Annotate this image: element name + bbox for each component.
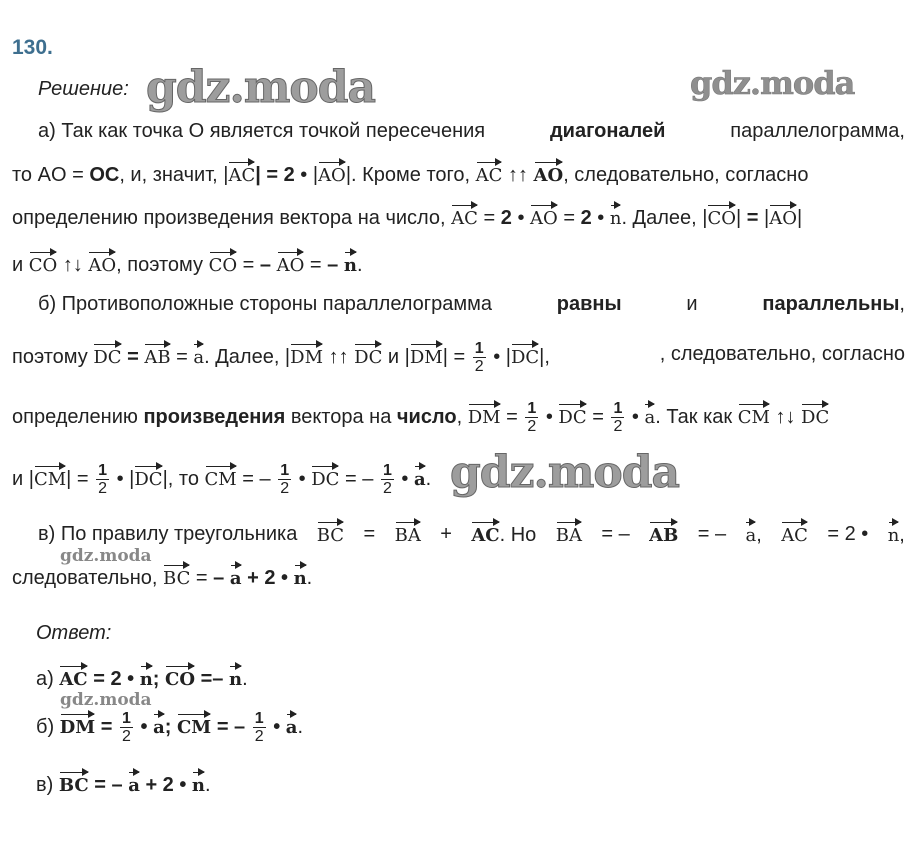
vector-BC: BC: [163, 563, 190, 589]
part-a-line-4: и CO ↑↓ AO, поэтому CO = – AO = – n.: [12, 250, 363, 279]
text-bold: =: [127, 345, 139, 368]
text: , поэтому: [116, 254, 204, 276]
vector-n: n: [192, 770, 205, 796]
text: параллелограмма,: [730, 120, 905, 142]
text: |, то: [162, 467, 199, 490]
vector-DC: DC: [558, 402, 586, 428]
fraction-half: [381, 462, 394, 497]
fraction-half: [525, 400, 538, 435]
fraction-half: [611, 400, 624, 435]
vector-n: n: [294, 563, 307, 589]
text: , и, значит, |: [119, 164, 229, 186]
vector-AC: AC: [59, 664, 87, 690]
text-bold: диагоналей: [549, 120, 666, 142]
text: и |: [12, 467, 34, 490]
vector-AB: AB: [649, 520, 678, 549]
solution-label: Решение:: [38, 78, 129, 100]
text: определению произведения вектора на число,: [12, 207, 446, 229]
answer-a: а) AC = 2 • n; CO =– n.: [36, 664, 248, 693]
vector-a: a: [286, 712, 298, 738]
part-b-line-3: определению произведения вектора на число, DM = $\frac{1}{2}$ • DC = $\frac{1}{2}$ • a. Так как CM ↑↓ DC: [12, 400, 830, 435]
text: . Далее, |: [204, 345, 291, 368]
text: и: [686, 293, 698, 315]
vector-AC: AC: [471, 520, 499, 546]
part-b-line-1: б) Противоположные стороны параллелограмма равны и параллельны,: [38, 290, 905, 318]
denominator: 2: [280, 480, 290, 497]
numerator: 1: [527, 400, 537, 417]
vector-AC: AC: [476, 160, 503, 186]
text: =: [483, 207, 496, 229]
text: . Но: [499, 524, 537, 546]
part-v-line-2: следовательно, BC = – a + 2 • n.: [12, 563, 312, 592]
vector-a: a: [193, 342, 204, 368]
answer-b: б) DM = $\frac{1}{2}$ • a; CM = – $\frac{1}{2}$ • a.: [36, 710, 304, 745]
problem-number: 130.: [12, 36, 53, 59]
part-b-line-4: и |CM| = $\frac{1}{2}$ • |DC|, то CM = – $\frac{1}{2}$ • DC = – $\frac{1}{2}$ • a.: [12, 462, 432, 497]
text: ↑↓: [62, 254, 83, 276]
numerator: 1: [122, 710, 131, 727]
denominator: 2: [254, 728, 264, 745]
vector-BC: BC: [59, 770, 89, 796]
fraction-half: [278, 462, 291, 497]
text: =: [563, 207, 576, 229]
watermark-4: gdz.moda: [60, 546, 152, 566]
vector-a: a: [745, 520, 756, 546]
text: ↑↑: [328, 345, 349, 368]
fraction-half: [120, 710, 133, 745]
vector-AO: AO: [277, 250, 305, 276]
vector-CO: CO: [29, 250, 58, 276]
vector-n: n: [888, 520, 900, 546]
vector-a: a: [230, 563, 242, 589]
answer-label: Ответ:: [36, 622, 112, 644]
text: и |: [387, 345, 410, 368]
text-bold: 2: [500, 207, 512, 229]
vector-BC: BC: [317, 520, 344, 549]
text: ↑↑: [507, 164, 528, 186]
vector-BA: BA: [395, 520, 421, 549]
vector-CO: CO: [209, 250, 238, 276]
vector-AO: AO: [769, 203, 797, 229]
vector-a: a: [644, 402, 655, 428]
vector-CO: CO: [707, 203, 736, 229]
vector-CO: CO: [165, 664, 195, 690]
text: в) По правилу треугольника: [38, 523, 298, 545]
text: |: [735, 207, 742, 229]
denominator: 2: [474, 358, 484, 375]
numerator: 1: [474, 340, 484, 357]
vector-a: a: [128, 770, 140, 796]
vector-AC: AC: [781, 520, 808, 549]
text-bold: 2: [283, 164, 295, 186]
vector-AB: AB: [144, 342, 170, 368]
vector-DM: DM: [290, 342, 323, 368]
numerator: 1: [613, 400, 623, 417]
vector-AO: AO: [318, 160, 346, 186]
fraction-half: [473, 340, 486, 375]
vector-n: n: [610, 203, 622, 229]
vector-BA: BA: [556, 520, 582, 549]
vector-n: n: [229, 664, 242, 690]
vector-n: n: [140, 664, 153, 690]
part-a-line-3: определению произведения вектора на число, AC = 2 • AO = 2 • n. Далее, |CO| = |AO|: [12, 203, 802, 232]
text: определению: [12, 405, 138, 428]
vector-CM: CM: [177, 712, 211, 738]
watermark-5: gdz.moda: [60, 690, 152, 710]
text: вектора на: [290, 405, 392, 428]
vector-DC: DC: [801, 402, 829, 428]
text-bold: –: [327, 254, 339, 276]
vector-DC: DC: [511, 342, 539, 368]
part-b-line-2: поэтому DC = AB = a. Далее, |DM ↑↑ DC и |DM| = $\frac{1}{2}$ • |DC|, , следовательно, согласно: [12, 340, 905, 375]
part-a-line-2: [12, 160, 808, 189]
watermark-3: gdz.moda: [450, 447, 680, 498]
numerator: 1: [98, 462, 108, 479]
text-bold: число: [396, 405, 457, 428]
text: , следовательно, согласно: [563, 164, 809, 186]
text: следовательно,: [12, 567, 158, 589]
text: |. Кроме того,: [345, 164, 471, 186]
fraction-half: [96, 462, 109, 497]
vector-CM: CM: [738, 402, 770, 428]
vector-AO: AO: [534, 160, 564, 186]
text: поэтому: [12, 345, 88, 368]
fraction-half: [253, 710, 266, 745]
text-bold: 2: [580, 207, 592, 229]
vector-a: a: [414, 464, 426, 490]
vector-AC: AC: [451, 203, 478, 229]
vector-n: n: [344, 250, 357, 276]
text-bold: равны: [556, 293, 622, 315]
vector-DM: DM: [410, 342, 443, 368]
vector-CM: CM: [205, 464, 237, 490]
text: . Так как: [655, 405, 733, 428]
text: ↑↓: [775, 405, 796, 428]
vector-DC: DC: [311, 464, 339, 490]
denominator: 2: [613, 418, 623, 435]
vector-DC: DC: [134, 464, 162, 490]
text: • |: [294, 164, 319, 186]
text-bold: | =: [255, 164, 284, 186]
vector-DM: DM: [60, 712, 96, 738]
denominator: 2: [382, 480, 392, 497]
text-bold: –: [259, 254, 272, 276]
text: б) Противоположные стороны параллелограмма: [38, 293, 492, 315]
numerator: 1: [280, 462, 290, 479]
text-bold: произведения: [143, 405, 286, 428]
denominator: 2: [527, 418, 537, 435]
numerator: 1: [254, 710, 264, 727]
answer-v: в) BC = – a + 2 • n.: [36, 770, 211, 799]
text: а) Так как точка O является точкой пересечения: [38, 120, 486, 142]
vector-DC: DC: [354, 342, 382, 368]
text: , следовательно, согласно: [659, 343, 905, 365]
text: то AO =: [12, 164, 84, 186]
denominator: 2: [98, 480, 108, 497]
text-bold: =: [746, 207, 759, 229]
vector-a: a: [153, 712, 165, 738]
vector-AO: AO: [88, 250, 116, 276]
vector-AO: AO: [530, 203, 558, 229]
text: и: [12, 254, 24, 276]
watermark-1: gdz.moda: [146, 62, 376, 113]
vector-AC: AC: [228, 160, 255, 186]
part-v-line-1: в) По правилу треугольника BC = BA + AC. Но BA = – AB = – a, AC = 2 • n,: [38, 520, 905, 549]
text-bold: OC: [89, 164, 120, 186]
text: . Далее, |: [621, 207, 708, 229]
denominator: 2: [122, 728, 131, 745]
text-bold: параллельны: [762, 293, 900, 315]
watermark-2: gdz.moda: [690, 64, 855, 102]
numerator: 1: [382, 462, 392, 479]
vector-DM: DM: [468, 402, 501, 428]
vector-DC: DC: [93, 342, 121, 368]
part-a-line-1: [38, 117, 905, 145]
vector-CM: CM: [34, 464, 66, 490]
